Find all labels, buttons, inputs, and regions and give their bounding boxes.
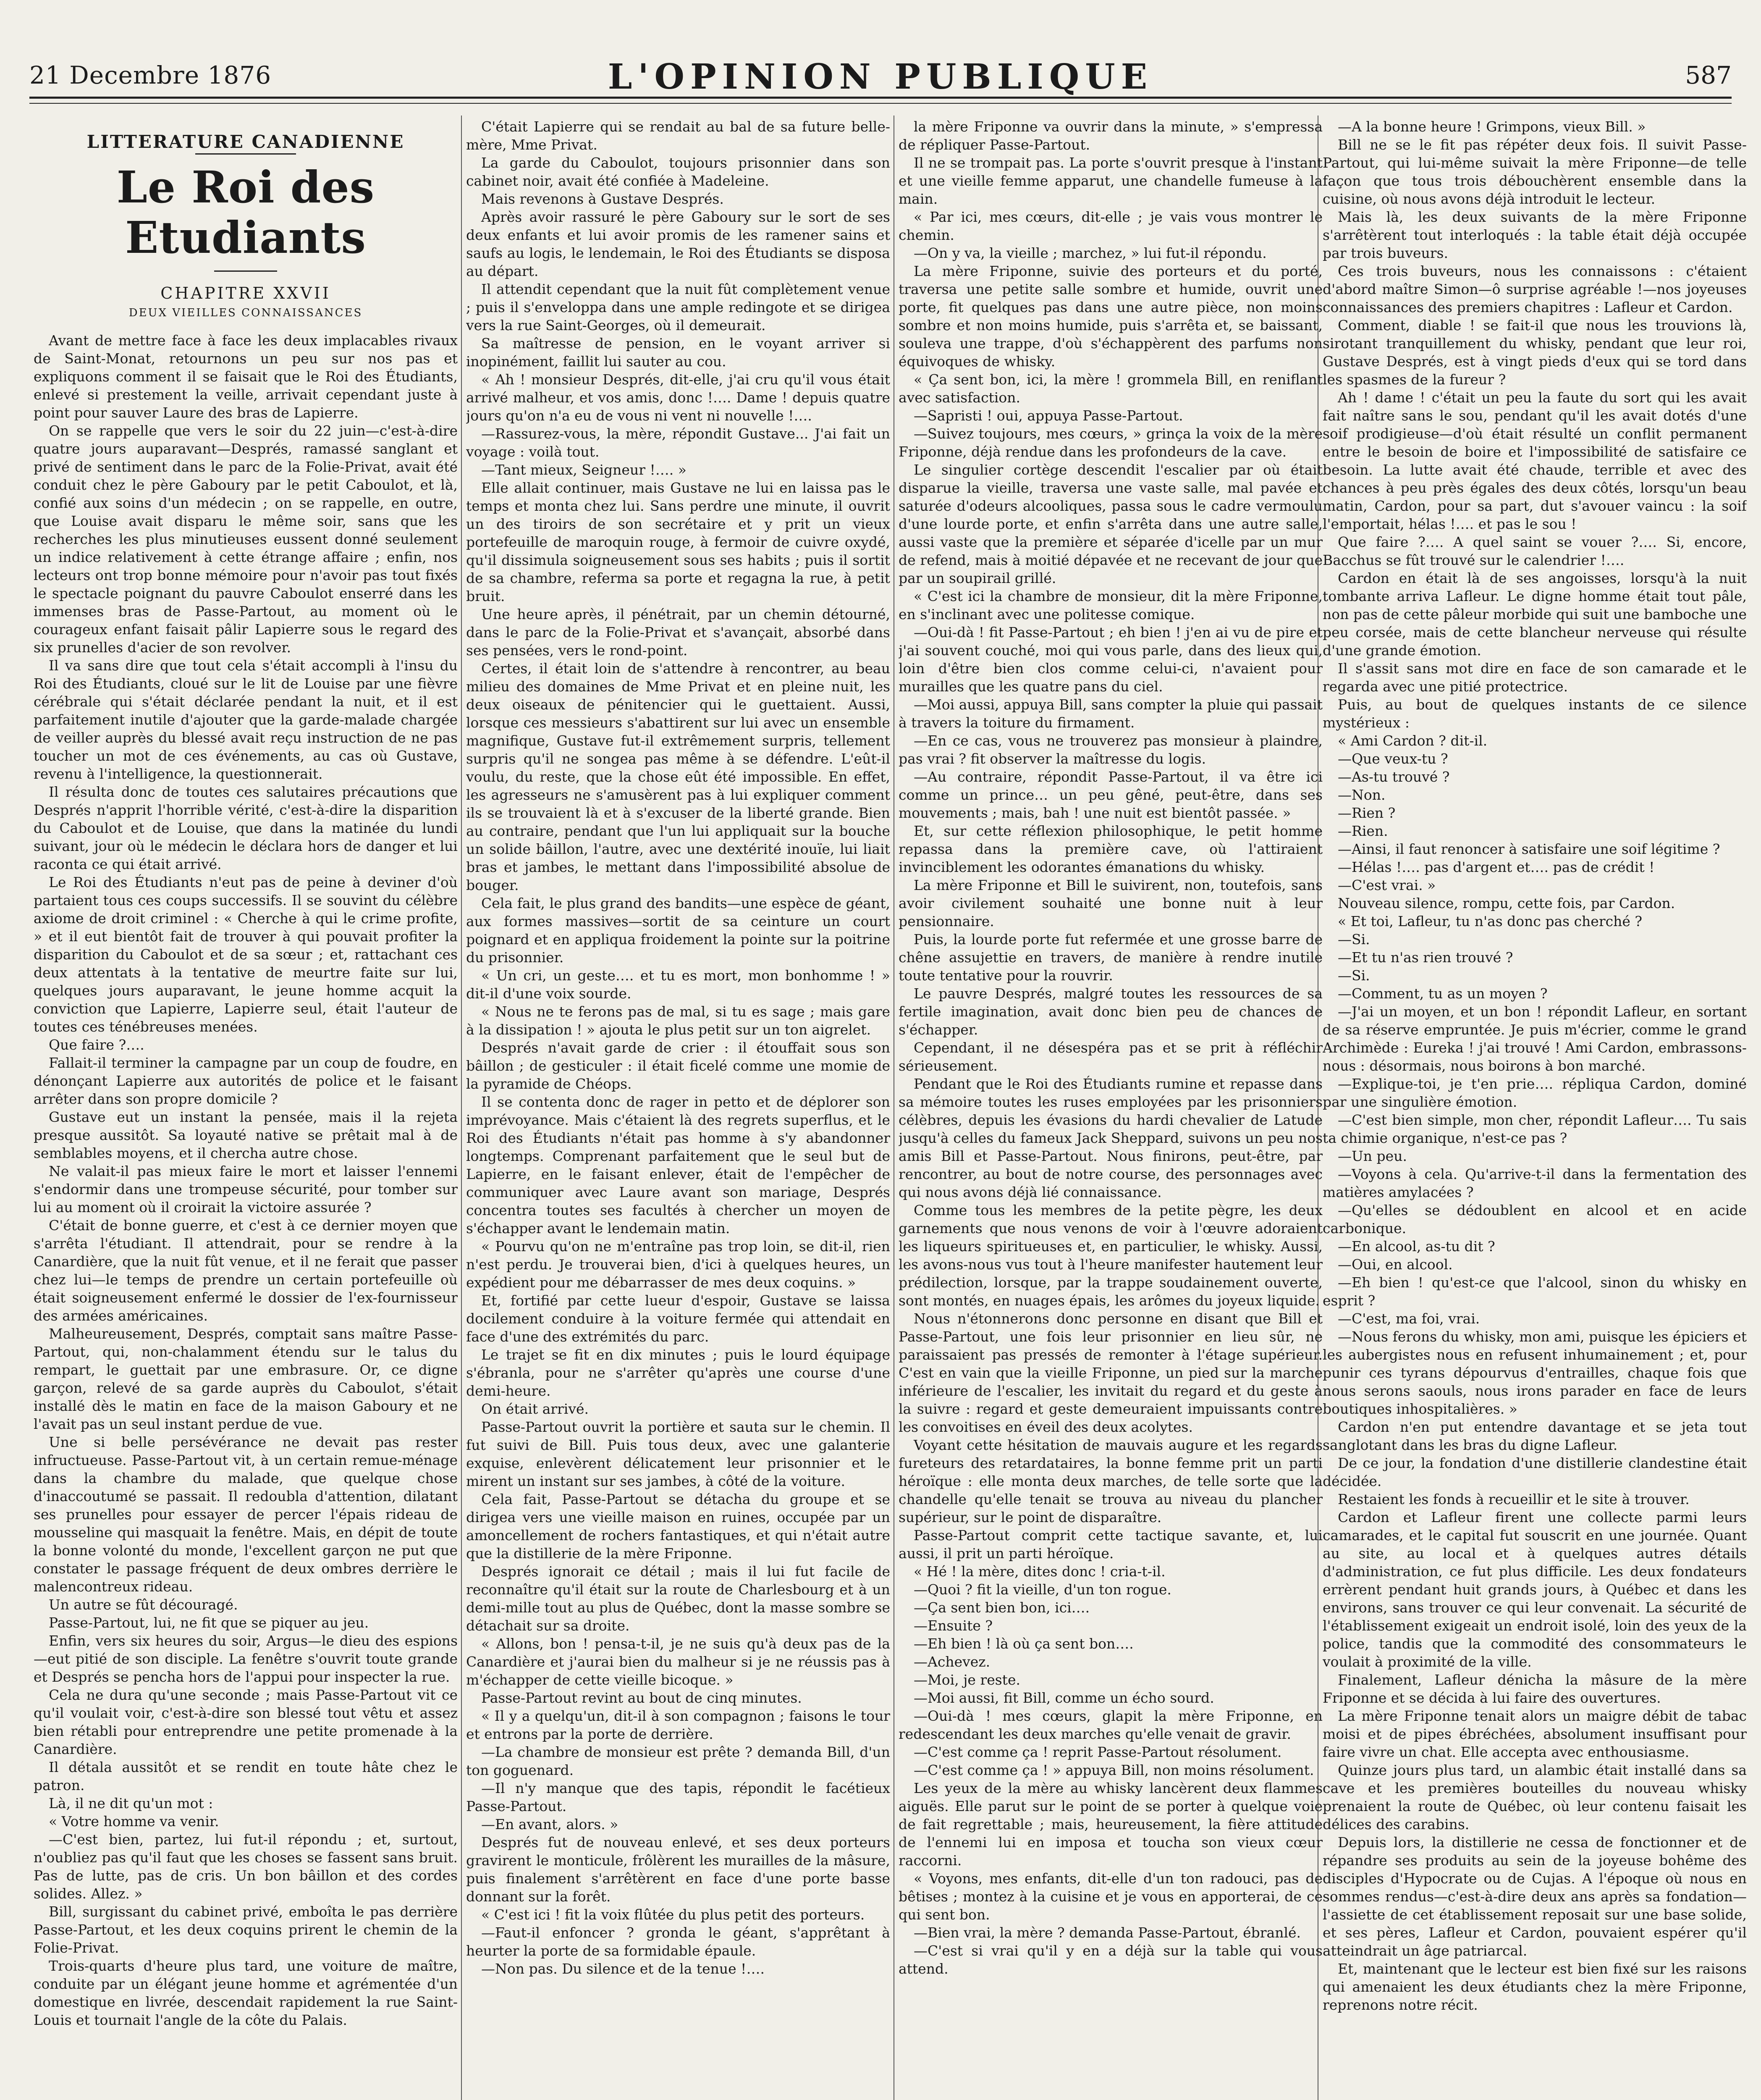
article-paragraph: Comme tous les membres de la petite pègre, les deux garnements que nous venons de voir à l'œuvre adoraient les liqueurs spiritueuses et, en particulier, le whisky. Aussi, les avons-nous vus tout à l'heure manifester hautement leur prédilection, lorsque, par la trappe soudainement ouverte, sont montés, en nuages épais, les arômes du joyeux liquide. (899, 1202, 1323, 1309)
article-paragraph: —Tant mieux, Seigneur !…. » (481, 462, 687, 478)
article-paragraph: Bill ne se le fit pas répéter deux fois. Il suivit Passe-Partout, qui lui-même suivait la mère Friponne—de telle façon que tous trois débouchèrent ensemble dans la cuisine, où nous avons déjà introduit le lecteur. (1323, 136, 1747, 207)
article-paragraph: « Nous ne te ferons pas de mal, si tu es sage ; mais gare à la dissipation ! » ajouta le plus petit sur un ton aigrelet. (466, 1003, 890, 1038)
article-paragraph: la mère Friponne va ouvrir dans la minute, » s'empressa de répliquer Passe-Partout. (899, 118, 1323, 153)
article-paragraph: Cardon n'en put entendre davantage et se jeta tout sanglotant dans les bras du digne Lafleur. (1323, 1419, 1747, 1453)
article-paragraph: Certes, il était loin de s'attendre à rencontrer, au beau milieu des domaines de Mme Privat et en pleine nuit, les deux oiseaux de pénitencier qui le guettaient. Aussi, lorsque ces messieurs s'abattirent sur lui avec un ensemble magnifique, Gustave fut-il extrêmement surpris, tellement surpris qu'il ne songea pas même à se défendre. L'eût-il voulu, du reste, que la chose eût été impossible. En effet, les agresseurs ne s'amusèrent pas à lui expliquer comment ils se trouvaient là et à s'excuser de la liberté grande. Bien au contraire, pendant que l'un lui appliquait sur la bouche un solide bâillon, l'autre, avec une dextérité inouïe, lui liait bras et jambes, le mettant dans l'impossibilité absolue de bouger. (466, 660, 890, 893)
article-paragraph: Et, maintenant que le lecteur est bien fixé sur les raisons qui amenaient les deux étudiants chez la mère Friponne, reprenons notre récit. (1323, 1961, 1747, 2013)
article-paragraph: —Non. (1338, 787, 1386, 803)
article-paragraph: Després fut de nouveau enlevé, et ses deux porteurs gravirent le monticule, frôlèrent les murailles de la mâsure, puis finalement s'arrêtèrent en face d'une porte basse donnant sur la forêt. (466, 1834, 890, 1905)
article-paragraph: Nouveau silence, rompu, cette fois, par Cardon. (1338, 895, 1675, 911)
chapter-title: DEUX VIEILLES CONNAISSANCES (128, 307, 363, 319)
article-paragraph: Quinze jours plus tard, un alambic était installé dans sa cave et les premières bouteilles du nouveau whisky prenaient la route de Québec, où leur contenu faisait les délices des carabins. (1323, 1762, 1747, 1832)
article-paragraph: Gustave eut un instant la pensée, mais il la rejeta presque aussitôt. Sa loyauté native se prêtait mal à de semblables moyens, et il chercha autre chose. (34, 1109, 458, 1161)
article-paragraph: Passe-Partout, lui, ne fit que se piquer au jeu. (49, 1614, 369, 1631)
article-paragraph: Une si belle persévérance ne devait pas rester infructueuse. Passe-Partout vit, à un certain remue-ménage dans la chambre du malade, que quelque chose d'inaccoutumé se passait. Il redoubla d'attention, dilatant ses prunelles pour essayer de percer l'épais rideau de mousseline qui masquait la fenêtre. Mais, en dépit de toute la bonne volonté du monde, l'excellent garçon ne put que constater le passage fréquent de deux ombres derrière le malencontreux rideau. (34, 1434, 458, 1595)
article-paragraph: Trois-quarts d'heure plus tard, une voiture de maître, conduite par un élégant jeune homme et agrémentée d'un domestique en livrée, descendait rapidement la rue Saint-Louis et tournait l'angle de la côte du Palais. (34, 1958, 458, 2028)
article-paragraph: Que faire ?…. A quel saint se vouer ?…. Si, encore, Bacchus se fût trouvé sur le calendrier !…. (1323, 534, 1747, 568)
article-paragraph: C'était de bonne guerre, et c'est à ce dernier moyen que s'arrêta l'étudiant. Il attendrait, pour se rendre à la Canardière, que la nuit fût venue, et il ne ferait que passer chez lui—le temps de prendre un certain portefeuille où était soigneusement enfermé le dossier de l'ex-fournisseur des armées américaines. (34, 1217, 458, 1324)
article-paragraph: —Hélas !…. pas d'argent et…. pas de crédit ! (1338, 859, 1655, 875)
article-paragraph: Després ignorait ce détail ; mais il lui fut facile de reconnaître qu'il était sur la route de Charlesbourg et à un demi-mille tout au plus de Québec, dont la masse sombre se détachait sur sa droite. (466, 1563, 890, 1634)
article-paragraph: Depuis lors, la distillerie ne cessa de fonctionner et de répandre ses produits au sein de la joyeuse bohême des disciples d'Hypocrate ou de Cujas. A l'époque où nous en sommes rendus—c'est-à-dire deux ans après sa fondation—l'assiette de cet établissement reposait sur une base solide, et ses pères, Lafleur et Cardon, pouvaient espérer qu'il atteindrait un âge patriarcal. (1323, 1834, 1747, 1959)
article-paragraph: Bill, surgissant du cabinet privé, emboîta le pas derrière Passe-Partout, et les deux coquins prirent le chemin de la Folie-Privat. (34, 1903, 458, 1956)
article-paragraph: Puis, au bout de quelques instants de ce silence mystérieux : (1323, 696, 1747, 731)
article-paragraph: Il se contenta donc de rager in petto et de déplorer son imprévoyance. Mais c'étaient là des regrets superflus, et le Roi des Étudiants n'était pas homme à s'y abandonner longtemps. Comprenant parfaitement que le seul but de Lapierre, en le faisant enlever, était de l'empêcher de communiquer avec Laure avant son mariage, Després concentra toutes ses facultés à chercher un moyen de s'échapper avant le lendemain matin. (466, 1094, 890, 1236)
article-paragraph: —Oui-dà ! fit Passe-Partout ; eh bien ! j'en ai vu de pire et j'ai souvent couché, moi qui vous parle, dans des lieux qui, loin d'être bien clos comme celui-ci, n'avaient pour murailles que les quatre pans du ciel. (899, 624, 1323, 695)
article-paragraph: —Il n'y manque que des tapis, répondit le facétieux Passe-Partout. (466, 1780, 890, 1814)
article-paragraph: —Non pas. Du silence et de la tenue !…. (481, 1961, 765, 1977)
header-rule (29, 97, 1732, 99)
article-paragraph: —Oui, en alcool. (1338, 1256, 1453, 1273)
article-paragraph: Le trajet se fit en dix minutes ; puis le lourd équipage s'ébranla, pour ne s'arrêter qu'après une course d'une demi-heure. (466, 1347, 890, 1399)
article-paragraph: —Bien vrai, la mère ? demanda Passe-Partout, ébranlé. (914, 1924, 1301, 1941)
article-paragraph: La mère Friponne, suivie des porteurs et du porté, traversa une petite salle sombre et humide, ouvrit une porte, fit quelques pas dans une autre pièce, non moins sombre et non moins humide, puis s'arrêta et, se baissant, souleva une trappe, d'où s'échappèrent des parfums non équivoques de whisky. (899, 263, 1323, 370)
article-paragraph: —Ça sent bien bon, ici…. (914, 1599, 1090, 1616)
article-paragraph: Passe-Partout revint au bout de cinq minutes. (481, 1690, 802, 1706)
article-paragraph: —Rassurez-vous, la mère, répondit Gustave... J'ai fait un voyage : voilà tout. (466, 425, 890, 460)
article-paragraph: Le singulier cortège descendit l'escalier par où était disparue la vieille, traversa une vaste salle, mal pavée et saturée d'odeurs alcooliques, passa sous le cadre vermoulu d'une lourde porte, et enfin s'arrêta dans une autre salle, aussi vaste que la première et séparée d'icelle par un mur de refend, mais à moitié dépavée et ne recevant de jour que par un soupirail grillé. (899, 462, 1323, 586)
article-paragraph: Après avoir rassuré le père Gaboury sur le sort de ses deux enfants et lui avoir promis de les ramener sains et saufs au logis, le lendemain, le Roi des Étudiants se disposa au départ. (466, 209, 890, 279)
article-paragraph: —En ce cas, vous ne trouverez pas monsieur à plaindre, pas vrai ? fit observer la maîtresse du logis. (899, 732, 1323, 767)
article-paragraph: Voyant cette hésitation de mauvais augure et les regards fureteurs des retardataires, la bonne femme prit un parti héroïque : elle monta deux marches, de telle sorte que la chandelle qu'elle tenait se trouva au niveau du plancher supérieur, sur le point de disparaître. (899, 1437, 1323, 1525)
article-paragraph: —Comment, tu as un moyen ? (1338, 985, 1548, 1002)
article-paragraph: On était arrivé. (481, 1401, 589, 1417)
article-paragraph: Le pauvre Després, malgré toutes les ressources de sa fertile imagination, avait donc bien peu de chances de s'échapper. (899, 985, 1323, 1038)
article-paragraph: —C'est comme ça ! reprit Passe-Partout résolument. (914, 1744, 1282, 1760)
article-paragraph: —As-tu trouvé ? (1338, 769, 1450, 785)
article-column-2 (466, 118, 890, 2100)
article-paragraph: Malheureusement, Després, comptait sans maître Passe-Partout, qui, non-chalamment étendu sur le talus du rempart, le guettait par une embrasure. Or, ce digne garçon, relevé de sa garde auprès du Caboulot, s'était installé dès le matin en face de la maison Gaboury et ne l'avait pas un seul instant perdue de vue. (34, 1326, 458, 1432)
article-paragraph: Et, sur cette réflexion philosophique, le petit homme repassa dans la première cave, où l'attiraient invinciblement les odorantes émanations du whisky. (899, 823, 1323, 875)
article-paragraph: —Nous ferons du whisky, mon ami, puisque les épiciers et les aubergistes nous en refusent inhumainement ; et, pour punir ces tyrans dépourvus d'entrailles, chaque fois que nous serons saouls, nous irons parader en face de leurs boutiques inhospitalières. » (1323, 1328, 1747, 1417)
article-paragraph: La mère Friponne tenait alors un maigre débit de tabac moisi et de pipes ébréchées, absolument insuffisant pour faire vivre un chat. Elle accepta avec enthousiasme. (1323, 1708, 1747, 1760)
article-paragraph: Que faire ?…. (49, 1037, 144, 1053)
article-paragraph: —J'ai un moyen, et un bon ! répondit Lafleur, en sortant de sa réserve empruntée. Je puis m'écrier, comme le grand Archimède : Eureka ! j'ai trouvé ! Ami Cardon, embrassons-nous : désormais, nous boirons à bon marché. (1323, 1003, 1747, 1074)
article-paragraph: Passe-Partout ouvrit la portière et sauta sur le chemin. Il fut suivi de Bill. Puis tous deux, avec une galanterie exquise, enlevèrent délicatement leur prisonnier et le mirent un instant sur ses jambes, à côté de la voiture. (466, 1419, 890, 1489)
article-paragraph: —Explique-toi, je t'en prie…. répliqua Cardon, dominé par une singulière émotion. (1323, 1076, 1747, 1110)
article-paragraph: —C'est comme ça ! » appuya Bill, non moins résolument. (914, 1762, 1314, 1778)
article-paragraph: Il résulta donc de toutes ces salutaires précautions que Després n'apprit l'horrible vérité, c'est-à-dire la disparition du Caboulot et de Louise, que dans la matinée du lundi suivant, jour où le médecin le déclara hors de danger et lui raconta ce qui était arrivé. (34, 784, 458, 872)
article-paragraph: Finalement, Lafleur dénicha la mâsure de la mère Friponne et se décida à lui faire des ouvertures. (1323, 1672, 1747, 1706)
article-paragraph: —Que veux-tu ? (1338, 751, 1448, 767)
masthead (29, 40, 1732, 103)
article-paragraph: Fallait-il terminer la campagne par un coup de foudre, en dénonçant Lapierre aux autorités de police et le faisant arrêter dans son propre domicile ? (34, 1055, 458, 1107)
article-paragraph: —C'est bien simple, mon cher, répondit Lafleur…. Tu sais ta chimie organique, n'est-ce pas ? (1323, 1112, 1747, 1146)
article-paragraph: Elle allait continuer, mais Gustave ne lui en laissa pas le temps et monta chez lui. Sans perdre une minute, il ouvrit un des tiroirs de son secrétaire et y prit un vieux portefeuille de maroquin rouge, à fermoir de cuivre oxydé, qu'il dissimula soigneusement sous ses habits ; puis il sortit de sa chambre, referma sa porte et regagna la rue, à petit bruit. (466, 480, 890, 604)
article-paragraph: La garde du Caboulot, toujours prisonnier dans son cabinet noir, avait été confiée à Madeleine. (466, 155, 890, 189)
article-paragraph: —Ensuite ? (914, 1617, 993, 1634)
article-paragraph: Les yeux de la mère au whisky lancèrent deux flammes aiguës. Elle parut sur le point de se porter à quelque voie de fait regrettable ; mais, heureusement, la fière attitude de l'ennemi lui en imposa et toucha son vieux cœur raccorni. (899, 1780, 1323, 1869)
article-paragraph: Cela ne dura qu'une seconde ; mais Passe-Partout vit ce qu'il voulait voir, c'est-à-dire son blessé tout vêtu et assez bien rétabli pour entreprendre une petite promenade à la Canardière. (34, 1687, 458, 1757)
article-paragraph: Un autre se fût découragé. (49, 1596, 238, 1613)
headline-rule (214, 270, 277, 272)
article-paragraph: « Et toi, Lafleur, tu n'as donc pas cherché ? (1338, 913, 1643, 929)
article-paragraph: —Sapristi ! oui, appuya Passe-Partout. (914, 407, 1183, 424)
article-paragraph: Comment, diable ! se fait-il que nous les trouvions là, sirotant tranquillement du whisky, pendant que leur roi, Gustave Després, est à vingt pieds d'eux qui se tord dans les spasmes de la fureur ? (1323, 317, 1747, 388)
issue-date: 21 Decembre 1876 (29, 61, 272, 89)
article-paragraph: Ces trois buveurs, nous les connaissons : c'étaient d'abord maître Simon—ô surprise agréable !—nos joyeuses connaissances des premiers chapitres : Lafleur et Cardon. (1323, 263, 1747, 315)
article-paragraph: « Il y a quelqu'un, dit-il à son compagnon ; faisons le tour et entrons par la porte de derrière. (466, 1708, 890, 1742)
article-paragraph: Il attendit cependant que la nuit fût complètement venue ; puis il s'enveloppa dans une ample redingote et se dirigea vers la rue Saint-Georges, où il demeurait. (466, 281, 890, 333)
article-paragraph: Cela fait, le plus grand des bandits—une espèce de géant, aux formes massives—sortit de sa ceinture un court poignard et en appliqua froidement la pointe sur la poitrine du prisonnier. (466, 895, 890, 966)
article-paragraph: Une heure après, il pénétrait, par un chemin détourné, dans le parc de la Folie-Privat et s'avançait, absorbé dans ses pensées, vers le rond-point. (466, 606, 890, 659)
article-paragraph: Cependant, il ne désespéra pas et se prit à réfléchir sérieusement. (899, 1040, 1323, 1074)
article-paragraph: —En avant, alors. » (481, 1816, 618, 1832)
article-paragraph: Cardon et Lafleur firent une collecte parmi leurs camarades, et le capital fut souscrit en une journée. Quant au site, au local et à quelques autres détails d'administration, ce fut plus difficile. Les deux fondateurs errèrent pendant huit grands jours, à Québec et dans les environs, sans trouver ce qui leur convenait. La sécurité de l'établissement exigeait un endroit isolé, loin des yeux de la police, tandis que la commodité des consommateurs le voulait à proximité de la ville. (1323, 1509, 1747, 1670)
article-paragraph: « Hé ! la mère, dites donc ! cria-t-il. (914, 1563, 1166, 1580)
article-paragraph: —Et tu n'as rien trouvé ? (1338, 949, 1513, 966)
article-paragraph: —Oui-dà ! mes cœurs, glapit la mère Friponne, en redescendant les deux marches qu'elle venait de gravir. (899, 1708, 1323, 1742)
article-paragraph: Puis, la lourde porte fut refermée et une grosse barre de chêne assujettie en travers, de manière à rendre inutile toute tentative pour la rouvrir. (899, 931, 1323, 984)
article-paragraph: Il va sans dire que tout cela s'était accompli à l'insu du Roi des Étudiants, cloué sur le lit de Louise par une fièvre cérébrale qui s'était déclarée pendant la nuit, et il est parfaitement inutile d'ajouter que la garde-malade chargée de veiller auprès du blessé avait reçu instruction de ne pas toucher un mot de ces événements, au cas où Gustave, revenu à l'intelligence, la questionnerait. (34, 657, 458, 782)
article-paragraph: « Ami Cardon ? dit-il. (1338, 732, 1488, 749)
article-paragraph: Il détala aussitôt et se rendit en toute hâte chez le patron. (34, 1759, 458, 1793)
article-paragraph: « Voyons, mes enfants, dit-elle d'un ton radouci, pas de bêtises ; montez à la cuisine et je vous en apporterai, de ce qui sent bon. (899, 1870, 1323, 1923)
header-rule-thin (29, 103, 1732, 104)
article-paragraph: Cela fait, Passe-Partout se détacha du groupe et se dirigea vers une vieille maison en ruines, occupée par un amoncellement de rochers fantastiques, et qui n'était autre que la distillerie de la mère Friponne. (466, 1491, 890, 1562)
chapter-number: CHAPITRE XXVII (160, 284, 331, 302)
article-paragraph: —Suivez toujours, mes cœurs, » grinça la voix de la mère Friponne, déjà rendue dans les profondeurs de la cave. (899, 425, 1323, 460)
article-paragraph: De ce jour, la fondation d'une distillerie clandestine était décidée. (1323, 1455, 1747, 1489)
article-paragraph: —Quoi ? fit la vieille, d'un ton rogue. (914, 1581, 1171, 1598)
article-paragraph: Sa maîtresse de pension, en le voyant arriver si inopinément, faillit lui sauter au cou. (466, 335, 890, 370)
article-paragraph: « Ça sent bon, ici, la mère ! grommela Bill, en reniflant avec satisfaction. (899, 371, 1323, 406)
article-paragraph: —C'est, ma foi, vrai. (1338, 1310, 1480, 1327)
article-paragraph: Restaient les fonds à recueillir et le site à trouver. (1338, 1491, 1690, 1507)
article-paragraph: —Rien. (1338, 823, 1388, 839)
section-heading: LITTERATURE CANADIENNE (86, 131, 405, 152)
article-paragraph: —Faut-il enfoncer ? gronda le géant, s'apprêtant à heurter la porte de sa formidable épaule. (466, 1924, 890, 1959)
article-paragraph: —Rien ? (1338, 805, 1396, 821)
article-paragraph: —Moi aussi, fit Bill, comme un écho sourd. (914, 1690, 1214, 1706)
section-rule (195, 153, 296, 155)
article-paragraph: La mère Friponne et Bill le suivirent, non, toutefois, sans avoir civilement souhaité une bonne nuit à leur pensionnaire. (899, 877, 1323, 929)
article-paragraph: « Allons, bon ! pensa-t-il, je ne suis qu'à deux pas de la Canardière et j'aurai bien du malheur si je ne réussis pas à m'échapper de cette vieille bicoque. » (466, 1635, 890, 1688)
article-paragraph: « Par ici, mes cœurs, dit-elle ; je vais vous montrer le chemin. (899, 209, 1323, 243)
article-paragraph: Nous n'étonnerons donc personne en disant que Bill et Passe-Partout, une fois leur prisonnier en lieu sûr, ne paraissaient pas pressés de remonter à l'étage supérieur. C'est en vain que la vieille Friponne, un pied sur la marche inférieure de l'escalier, les invitait du regard et du geste à la suivre : regard et geste demeuraient impuissants contre les convoitises en éveil des deux acolytes. (899, 1310, 1323, 1435)
article-paragraph: —Qu'elles se dédoublent en alcool et en acide carbonique. (1323, 1202, 1747, 1236)
article-paragraph: Pendant que le Roi des Étudiants rumine et repasse dans sa mémoire toutes les ruses employées par les prisonniers célèbres, depuis les évasions du hardi chevalier de Latude jusqu'à celles du fameux Jack Sheppard, suivons un peu nos amis Bill et Passe-Partout. Nous finirons, peut-être, par rencontrer, au bout de notre course, des personnages avec qui nous avons déjà lié connaissance. (899, 1076, 1323, 1200)
article-paragraph: —Moi aussi, appuya Bill, sans compter la pluie qui passait à travers la toiture du firmament. (899, 696, 1323, 731)
article-paragraph: « C'est ici ! fit la voix flûtée du plus petit des porteurs. (481, 1906, 865, 1923)
article-paragraph: Cardon en était là de ses angoisses, lorsqu'à la nuit tombante arriva Lafleur. Le digne homme était tout pâle, non pas de cette pâleur morbide qui suit une bamboche une peu corsée, mais de cette blancheur nerveuse qui résulte d'une grande émotion. (1323, 570, 1747, 659)
article-column-3 (899, 118, 1323, 2100)
article-column-4 (1323, 118, 1747, 2100)
article-paragraph: « Un cri, un geste…. et tu es mort, mon bonhomme ! » dit-il d'une voix sourde. (466, 967, 890, 1002)
article-paragraph: Mais là, les deux suivants de la mère Friponne s'arrêtèrent tout interloqués : la table était déjà occupée par trois buveurs. (1323, 209, 1747, 261)
article-paragraph: —Achevez. (914, 1654, 991, 1670)
article-paragraph: —C'est vrai. » (1338, 877, 1436, 893)
story-headline: Le Roi des Etudiants (116, 161, 375, 263)
article-paragraph: —Au contraire, répondit Passe-Partout, il va être ici comme un prince… un peu gêné, peut-être, dans ses mouvements ; mais, bah ! une nuit est bientôt passée. » (899, 769, 1323, 821)
article-paragraph: —En alcool, as-tu dit ? (1338, 1238, 1495, 1255)
article-paragraph: —A la bonne heure ! Grimpons, vieux Bill. » (1338, 118, 1646, 135)
article-paragraph: « C'est ici la chambre de monsieur, dit la mère Friponne, en s'inclinant avec une politesse comique. (899, 588, 1323, 622)
article-paragraph: —Si. (1338, 967, 1370, 984)
article-paragraph: —C'est bien, partez, lui fut-il répondu ; et, surtout, n'oubliez pas qu'il faut que les choses se fassent sans bruit. Pas de lutte, pas de cris. Un bon bâillon et des cordes solides. Allez. » (34, 1831, 458, 1902)
article-paragraph: Avant de mettre face à face les deux implacables rivaux de Saint-Monat, retournons un peu sur nos pas et expliquons comment il se faisait que le Roi des Étudiants, enlevé si prestement la veille, arrivait cependant juste à point pour sauver Laure des bras de Lapierre. (34, 332, 458, 421)
column-divider (461, 116, 462, 2100)
article-paragraph: « Pourvu qu'on ne m'entraîne pas trop loin, se dit-il, rien n'est perdu. Je trouverai bien, d'ici à quelques heures, un expédient pour me débarrasser de mes deux coquins. » (466, 1238, 890, 1291)
article-paragraph: On se rappelle que vers le soir du 22 juin—c'est-à-dire quatre jours auparavant—Després, ramassé sanglant et privé de sentiment dans le parc de la Folie-Privat, avait été conduit chez le père Gaboury par le petit Caboulot, et là, confié aux soins d'un médecin ; on se rappelle, en outre, que Louise avait disparu le même soir, sans que les recherches les plus minutieuses eussent donné seulement un indice relativement à cette étrange affaire ; enfin, nos lecteurs ont trop bonne mémoire pour n'avoir pas tout fixés le spectacle poignant du pauvre Caboulot enserré dans les immenses bras de Passe-Partout, au moment où le courageux enfant faisait pâlir Lapierre sous le regard des six prunelles d'acier de son revolver. (34, 423, 458, 656)
article-paragraph: Passe-Partout comprit cette tactique savante, et, lui aussi, il prit un parti héroïque. (899, 1527, 1323, 1562)
article-paragraph: —On y va, la vieille ; marchez, » lui fut-il répondu. (914, 245, 1267, 261)
article-paragraph: « Votre homme va venir. (49, 1813, 219, 1830)
article-paragraph: Ne valait-il pas mieux faire le mort et laisser l'ennemi s'endormir dans une trompeuse sécurité, pour tomber sur lui au moment où il croirait la victoire assurée ? (34, 1163, 458, 1215)
article-paragraph: —C'est si vrai qu'il y en a déjà sur la table qui vous attend. (899, 1942, 1323, 1977)
article-paragraph: Le Roi des Étudiants n'eut pas de peine à deviner d'où partaient tous ces coups successifs. Il se souvint du célèbre axiome de droit criminel : « Cherche à qui le crime profite, » et il eut bientôt fait de trouver à qui pouvait profiter la disparition du Caboulot et de sa sœur ; et, rattachant ces deux attentats à la tentative de meurtre faite sur lui, quelques jours auparavant, le jeune homme acquit la conviction que Lapierre, Lapierre seul, était l'auteur de toutes ces ténébreuses menées. (34, 874, 458, 1035)
article-paragraph: Là, il ne dit qu'un mot : (49, 1795, 213, 1811)
article-paragraph: —Un peu. (1338, 1148, 1407, 1164)
article-paragraph: Il s'assit sans mot dire en face de son camarade et le regarda avec une pitié protectrice. (1323, 660, 1747, 695)
article-paragraph: —Ainsi, il faut renoncer à satisfaire une soif légitime ? (1338, 841, 1720, 857)
article-paragraph: Enfin, vers six heures du soir, Argus—le dieu des espions—eut pitié de son disciple. La fenêtre s'ouvrit toute grande et Després se pencha hors de l'appui pour inspecter la rue. (34, 1633, 458, 1685)
article-paragraph: —Voyons à cela. Qu'arrive-t-il dans la fermentation des matières amylacées ? (1323, 1166, 1747, 1200)
article-paragraph: Et, fortifié par cette lueur d'espoir, Gustave se laissa docilement conduire à la voiture fermée qui attendait en face d'une des extrémités du parc. (466, 1292, 890, 1345)
page-number: 587 (1685, 61, 1732, 89)
article-paragraph: Després n'avait garde de crier : il étouffait sous son bâillon ; de gesticuler : il était ficelé comme une momie de la pyramide de Chéops. (466, 1040, 890, 1092)
article-paragraph: « Ah ! monsieur Després, dit-elle, j'ai cru qu'il vous était arrivé malheur, et vos amis, donc !…. Dame ! depuis quatre jours qu'on n'a eu de vous ni vent ni nouvelle !…. (466, 371, 890, 424)
article-paragraph: Ah ! dame ! c'était un peu la faute du sort qui les avait fait naître sans le sou, pendant qu'il les avait dotés d'une soif prodigieuse—d'où était résulté un conflit permanent entre le besoin de boire et l'impossibilité de satisfaire ce besoin. La lutte avait été chaude, terrible et avec des chances à peu près égales des deux côtés, lorsqu'un beau matin, Cardon, pour sa part, dut s'avouer vaincu : la soif l'emportait, hélas !…. et pas le sou ! (1323, 389, 1747, 532)
newspaper-title: L'OPINION PUBLIQUE (608, 57, 1153, 97)
article-paragraph: —Eh bien ! là où ça sent bon…. (914, 1635, 1134, 1652)
article-paragraph: Il ne se trompait pas. La porte s'ouvrit presque à l'instant et une vieille femme apparut, une chandelle fumeuse à la main. (899, 155, 1323, 207)
article-paragraph: —Moi, je reste. (914, 1672, 1020, 1688)
article-paragraph: —Si. (1338, 931, 1370, 948)
article-column-1 (34, 118, 458, 2100)
article-paragraph: C'était Lapierre qui se rendait au bal de sa future belle-mère, Mme Privat. (466, 118, 890, 153)
article-paragraph: —La chambre de monsieur est prête ? demanda Bill, d'un ton goguenard. (466, 1744, 890, 1778)
article-paragraph: —Eh bien ! qu'est-ce que l'alcool, sinon du whisky en esprit ? (1323, 1274, 1747, 1309)
article-paragraph: Mais revenons à Gustave Després. (481, 191, 724, 207)
